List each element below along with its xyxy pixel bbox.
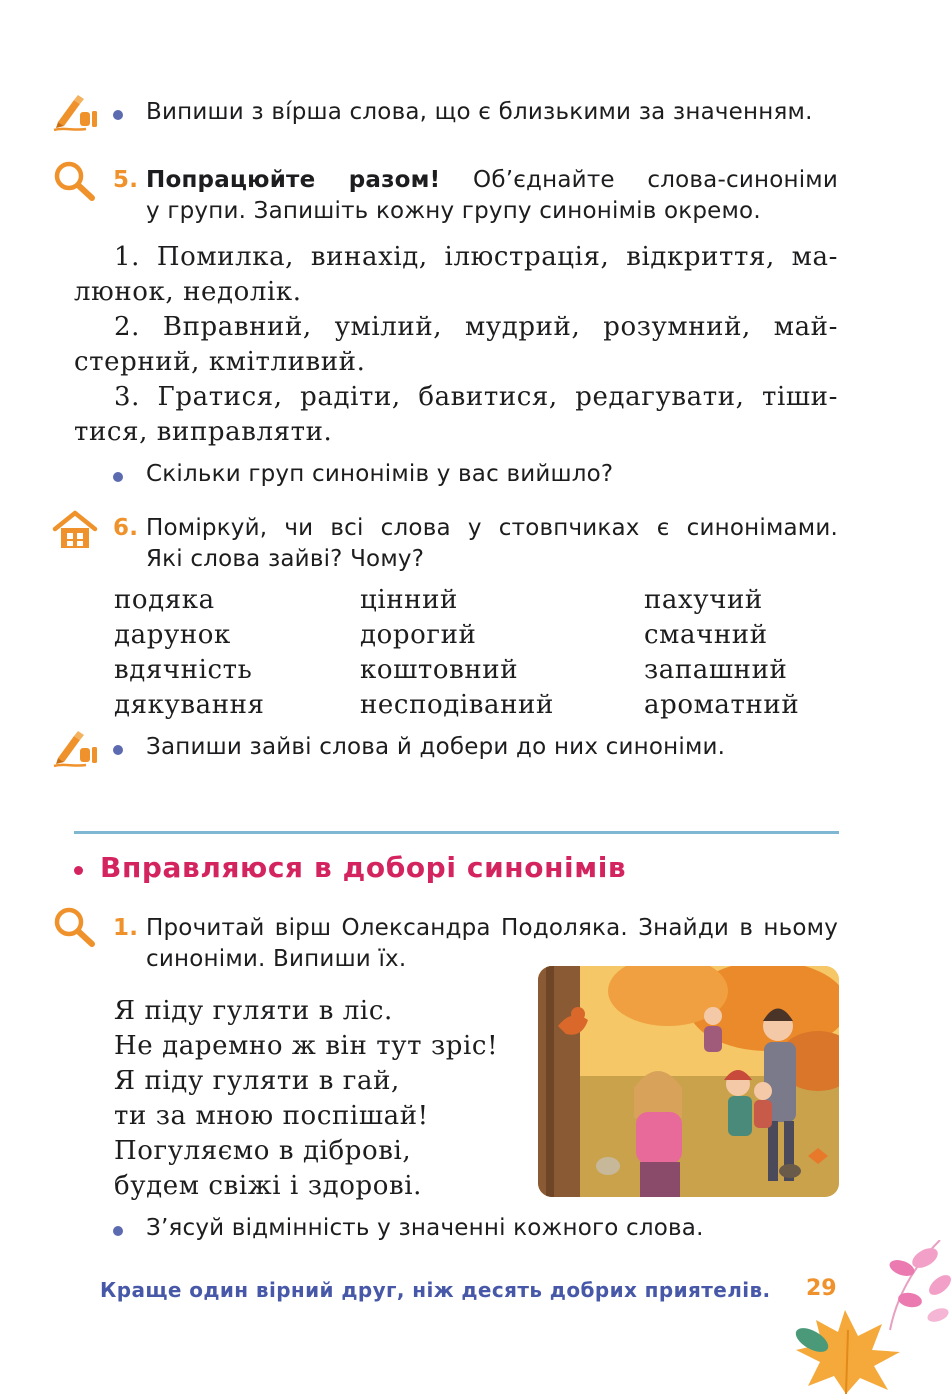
- page-number: 29: [806, 1276, 837, 1301]
- synonym-group-list: [74, 240, 838, 450]
- poem-line: Я піду гуляти в ліс.: [114, 996, 393, 1026]
- word-column-3: [644, 583, 799, 723]
- word-item: коштовний: [360, 655, 519, 685]
- task-instruction-rest: Об’єднайте слова-синоніми: [473, 167, 839, 193]
- bullet-dot: [113, 745, 123, 755]
- magnifier-icon: [52, 160, 98, 202]
- section-title: Вправляюся в доборі синонімів: [100, 851, 627, 884]
- writing-hand-icon: [52, 92, 98, 132]
- task-instruction-line: Які слова зайві? Чому?: [146, 546, 425, 572]
- task-number: 5.: [113, 167, 139, 193]
- group-line: стерний, кмітливий.: [74, 347, 366, 377]
- word-column-1: [114, 583, 265, 723]
- task-instruction-line: Прочитай вірш Олександра Подоляка. Знайди в ньому: [146, 915, 838, 941]
- poem-line: Я піду гуляти в гай,: [114, 1066, 400, 1096]
- group-line: тися, виправляти.: [74, 417, 333, 447]
- task-instruction-line: [146, 167, 838, 193]
- group-line: 3. Гратися, радіти, бавитися, редагувати, тіши-: [114, 382, 838, 412]
- word-item: дякування: [114, 690, 265, 720]
- task-number: 6.: [113, 515, 139, 541]
- group-line: 1. Помилка, винахід, ілюстрація, відкриття, ма-: [114, 242, 838, 272]
- word-item: вдячність: [114, 655, 253, 685]
- poem-line: ти за мною поспішай!: [114, 1101, 429, 1131]
- task-question: Скільки груп синонімів у вас вийшло?: [146, 461, 614, 487]
- footer-proverb: Краще один вірний друг, ніж десять добрих приятелів.: [100, 1278, 771, 1302]
- word-item: несподіваний: [360, 690, 554, 720]
- task-number: 1.: [113, 915, 139, 941]
- section-divider: [74, 831, 839, 834]
- magnifier-icon: [52, 906, 98, 948]
- task-bullet-text: Запиши зайві слова й добери до них синоніми.: [146, 734, 726, 760]
- poem-line: Погуляємо в діброві,: [114, 1136, 412, 1166]
- word-column-2: [360, 583, 554, 723]
- poem-line: будем свіжі і здорові.: [114, 1171, 422, 1201]
- task-instruction-line: у групи. Запишіть кожну групу синонімів окремо.: [146, 198, 761, 224]
- bullet-dot: [113, 110, 123, 120]
- word-item: пахучий: [644, 585, 763, 615]
- poem-line: Не даремно ж він тут зріс!: [114, 1031, 499, 1061]
- word-item: ароматний: [644, 690, 800, 720]
- task-instruction-line: синоніми. Випиши їх.: [146, 946, 407, 972]
- word-item: смачний: [644, 620, 768, 650]
- home-icon: [52, 510, 98, 550]
- word-item: цінний: [360, 585, 458, 615]
- autumn-leaves-decoration: [790, 1240, 952, 1394]
- task-bullet-text: З’ясуй відмінність у значенні кожного слова.: [146, 1215, 704, 1241]
- group-line: 2. Вправний, умілий, мудрий, розумний, май-: [114, 312, 838, 342]
- bullet-dot: [113, 1226, 123, 1236]
- poem: [114, 994, 498, 1204]
- word-item: дарунок: [114, 620, 231, 650]
- bullet-dot: [113, 472, 123, 482]
- task-bullet-text: Випиши з вíрша слова, що є близькими за значенням.: [146, 99, 813, 125]
- word-item: запашний: [644, 655, 788, 685]
- section-bullet-dot: [74, 866, 83, 875]
- task-bold-lead: Попрацюйте разом!: [146, 167, 441, 193]
- word-item: дорогий: [360, 620, 477, 650]
- group-line: люнок, недолік.: [74, 277, 302, 307]
- word-item: подяка: [114, 585, 215, 615]
- task-instruction-line: Поміркуй, чи всі слова у стовпчиках є синонімами.: [146, 515, 838, 541]
- writing-hand-icon: [52, 728, 98, 768]
- autumn-forest-illustration: [538, 966, 839, 1197]
